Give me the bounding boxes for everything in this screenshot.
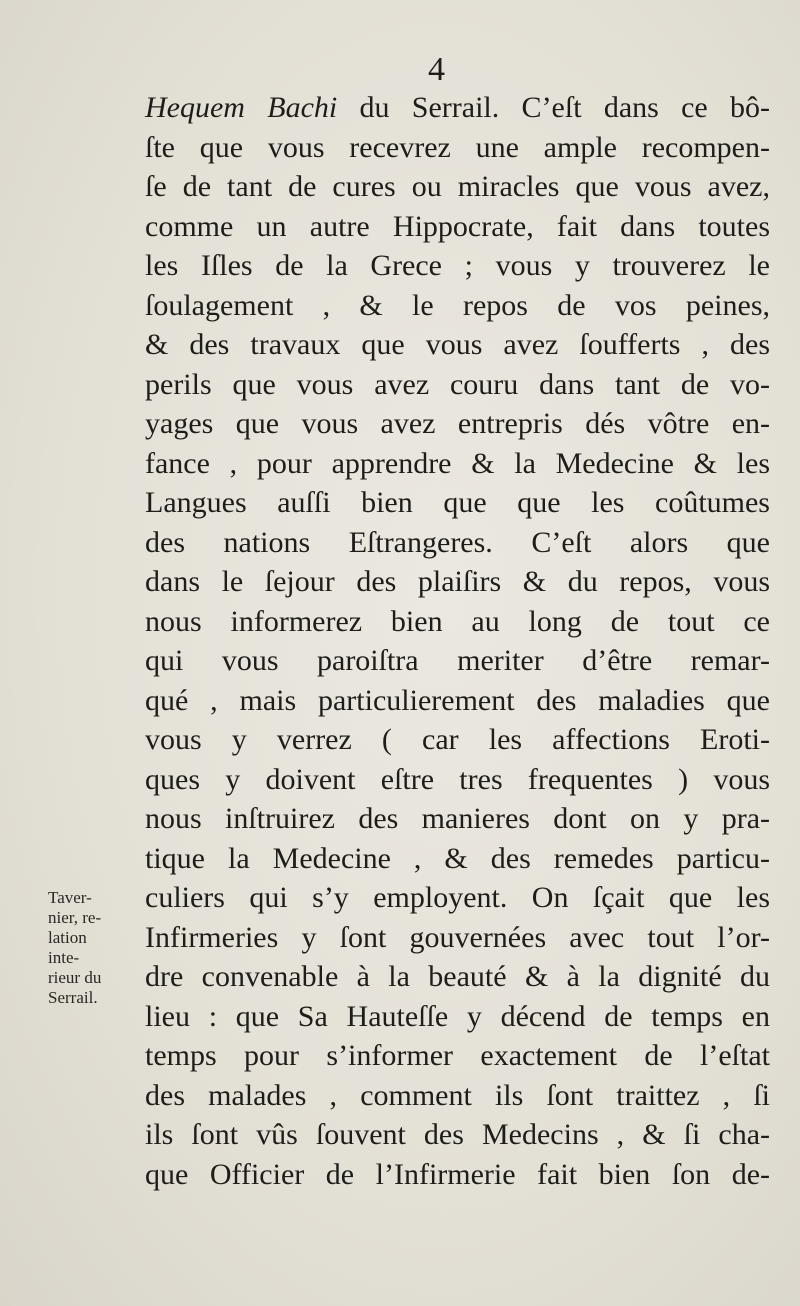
text-line-content: du Serrail. C’eſt dans ce bô- — [337, 91, 771, 124]
text-line-content: les Iſles de la Grece ; vous y trouverez le — [145, 249, 770, 282]
text-line-content: & des travaux que vous avez ſoufferts , des — [145, 328, 770, 361]
text-line-content: dans le ſejour des plaiſirs & du repos, vous — [145, 565, 770, 598]
text-line-content: perils que vous avez couru dans tant de vo- — [145, 367, 770, 401]
margin-note-line: lation — [48, 928, 87, 947]
text-line — [145, 128, 770, 168]
text-line — [145, 997, 770, 1037]
margin-note-line: Serrail. — [48, 988, 98, 1007]
text-line-content: ils ſont vûs ſouvent des Medecins , & ſi cha- — [145, 1118, 770, 1151]
text-line — [145, 799, 770, 839]
text-line-content: yages que vous avez entrepris dés vôtre en- — [145, 407, 770, 440]
text-line-content: nous inſtruirez des manieres dont on y pra- — [145, 802, 770, 835]
text-line — [145, 444, 770, 484]
text-line — [145, 1036, 770, 1076]
text-line — [145, 88, 770, 128]
text-line — [145, 878, 770, 918]
text-line — [145, 562, 770, 602]
text-line — [145, 286, 770, 326]
text-line-content: des malades , comment ils ſont traittez , ſi — [145, 1078, 770, 1112]
text-line — [145, 1155, 770, 1195]
text-line — [145, 1076, 770, 1116]
margin-note-line: nier, re- — [48, 908, 102, 927]
text-line — [145, 1115, 770, 1155]
text-line-content: Infirmeries y ſont gouvernées avec tout l’or- — [145, 920, 770, 954]
text-line — [145, 839, 770, 879]
text-line-content: des nations Eſtrangeres. C’eſt alors que — [145, 525, 770, 559]
text-line-content: qué , mais particulierement des maladies que — [145, 683, 770, 717]
text-line-content: ſoulagement , & le repos de vos peines, — [145, 288, 770, 322]
margin-note-line: rieur du — [48, 968, 102, 987]
text-line-content: dre convenable à la beauté & à la dignité du — [145, 960, 770, 993]
text-line-content: que Officier de l’Infirmerie fait bien ſon de- — [145, 1157, 770, 1191]
text-line-content: ques y doivent eſtre tres frequentes ) vous — [145, 762, 770, 796]
text-line — [145, 246, 770, 286]
text-line-italic: Hequem Bachi — [145, 91, 338, 124]
text-line — [145, 681, 770, 721]
margin-note-line: Taver- — [48, 888, 92, 907]
text-line-content: culiers qui s’y employent. On ſçait que les — [145, 881, 770, 914]
text-line — [145, 641, 770, 681]
text-line-content: temps pour s’informer exactement de l’eſtat — [145, 1039, 770, 1072]
text-line-content: comme un autre Hippocrate, fait dans toutes — [145, 209, 770, 243]
text-line-content: tique la Medecine , & des remedes particu- — [145, 841, 770, 875]
body-text — [145, 88, 770, 1194]
text-line — [145, 760, 770, 800]
text-line-content: Langues auſſi bien que que les coûtumes — [145, 486, 770, 519]
text-line — [145, 325, 770, 365]
text-line — [145, 918, 770, 958]
page-number: 4 — [428, 51, 445, 88]
text-line-content: lieu : que Sa Hauteſſe y décend de temps en — [145, 999, 770, 1033]
text-line-content: fance , pour apprendre & la Medecine & les — [145, 446, 770, 480]
text-line — [145, 167, 770, 207]
text-line-content: vous y verrez ( car les affections Eroti- — [145, 723, 770, 756]
text-line-content: ſte que vous recevrez une ample recompen- — [145, 130, 770, 164]
text-line — [145, 523, 770, 563]
text-line-content: qui vous paroiſtra meriter d’être remar- — [145, 644, 770, 677]
margin-note-line: inte- — [48, 948, 80, 967]
margin-note — [48, 888, 128, 1008]
text-line — [145, 365, 770, 405]
text-line — [145, 602, 770, 642]
text-line-content: ſe de tant de cures ou miracles que vous avez, — [145, 170, 770, 203]
text-line — [145, 720, 770, 760]
text-line — [145, 207, 770, 247]
text-line-content: nous informerez bien au long de tout ce — [145, 604, 770, 638]
text-line — [145, 404, 770, 444]
text-line — [145, 483, 770, 523]
text-line — [145, 957, 770, 997]
